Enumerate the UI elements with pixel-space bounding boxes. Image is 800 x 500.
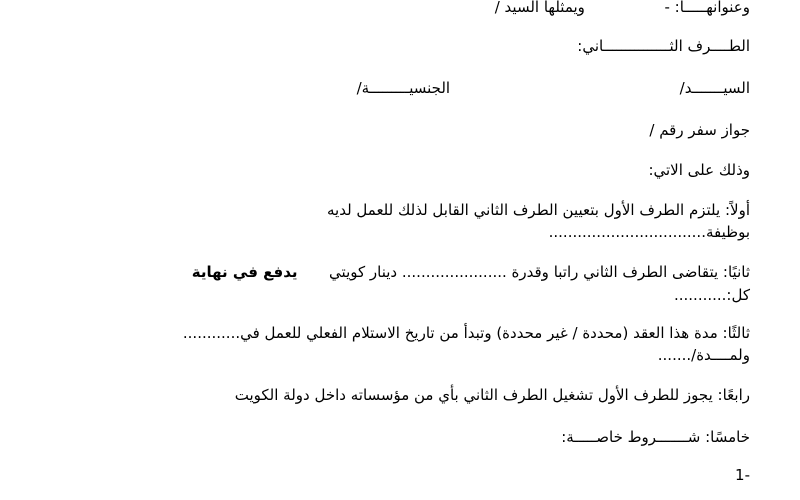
clause-first-line1: أولاً: يلتزم الطرف الأول بتعيين الطرف الثاني القابل لذلك للعمل لديه [326, 201, 750, 219]
clause-second-end: يدفع في نهاية [191, 263, 298, 281]
passport-label: جواز سفر رقم / [649, 121, 750, 139]
agreement-intro: وذلك على الاتي: [648, 161, 750, 179]
second-party-heading: الطــــرف الثـــــــــــــــاني: [577, 37, 750, 55]
list-item-1: 1- [735, 466, 750, 484]
represented-by-label: ويمثلها السيد / [494, 0, 585, 16]
clause-first-line2: بوظيفة................................. [548, 223, 750, 241]
mr-label: السيـــــــد/ [679, 79, 750, 97]
nationality-label: الجنسيـــــــــة/ [356, 79, 451, 97]
clause-third-line2: ولمــــدة/....... [657, 346, 750, 364]
clause-fourth: رابعًا: يجوز للطرف الأول تشغيل الطرف الثاني بأي من مؤسساته داخل دولة الكويت [234, 386, 750, 404]
address-line [495, 0, 750, 17]
clause-third-line1: ثالثًا: مدة هذا العقد (محددة / غير محددة) وتبدأ من تاريخ الاستلام الفعلي للعمل في............ [182, 324, 750, 342]
clause-fifth: خامسًا: شـــــــروط خاصـــــة: [561, 428, 750, 446]
person-line [357, 78, 750, 98]
clause-second-start: ثانيًا: يتقاضى الطرف الثاني راتبا وقدرة ...................... دينار كويتي [329, 263, 750, 281]
clause-second-line1 [192, 262, 750, 282]
address-label: وعنوانهـــــا: - [664, 0, 750, 16]
clause-second-line2: كل:........... [673, 286, 750, 304]
